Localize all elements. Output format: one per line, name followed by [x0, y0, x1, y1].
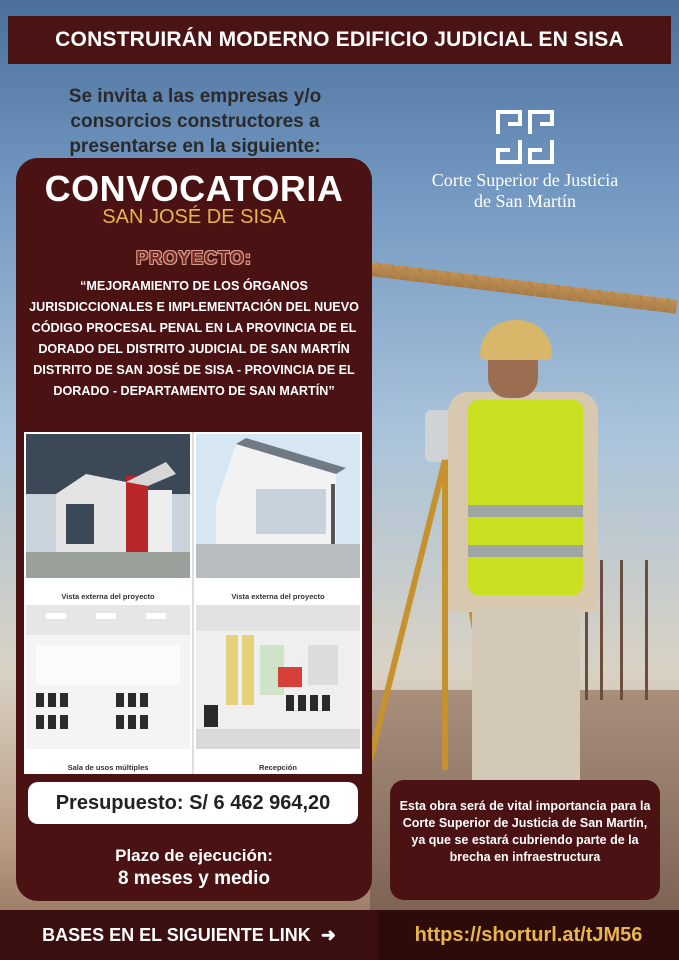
project-description: “MEJORAMIENTO DE LOS ÓRGANOS JURISDICCIONALES E IMPLEMENTACIÓN DEL NUEVO CÓDIGO PROCESAL PENAL EN LA PROVINCIA DE EL DORADO DEL DISTRITO JUDICIAL DE SAN MARTÍN DISTRITO DE SAN JOSÉ DE SISA - PROVINCIA DE EL DORADO - DEPARTAMENTO DE SAN MARTÍN” — [29, 279, 359, 398]
court-name-line1: Corte Superior de Justicia — [431, 170, 619, 190]
gallery-caption: Recepción — [259, 763, 297, 772]
gallery-item — [194, 603, 362, 774]
invitation-text: Se invita a las empresas y/o consorcios constructores a presentarse en la siguiente: — [68, 86, 322, 157]
location-subtitle: SAN JOSÉ DE SISA — [102, 206, 286, 228]
building-render-image — [26, 434, 190, 578]
safety-vest — [468, 400, 583, 595]
info-text: Esta obra será de vital importancia para la Corte Superior de Justicia de San Martín, ya que se estará cubriendo parte de la brecha en infraestructura — [399, 799, 651, 864]
headline-banner: CONSTRUIRÁN MODERNO EDIFICIO JUDICIAL EN SISA — [8, 16, 671, 64]
rebar — [645, 560, 648, 700]
court-name — [400, 170, 650, 212]
pj-logo-icon — [494, 108, 556, 166]
footer-cta-label: BASES EN EL SIGUIENTE LINK — [42, 924, 311, 945]
gallery-item — [24, 432, 192, 603]
reception-render-image — [196, 605, 360, 749]
crane-arm — [369, 262, 677, 314]
hall-render-image — [26, 605, 190, 749]
court-name-line2: de San Martín — [474, 191, 576, 211]
worker-legs — [472, 605, 580, 790]
convocatoria-title: CONVOCATORIA — [44, 168, 344, 209]
footer-cta — [0, 910, 378, 960]
bases-link[interactable]: https://shorturl.at/tJM56 — [378, 910, 679, 960]
vest-stripe — [468, 505, 583, 517]
building-render-image — [196, 434, 360, 578]
deadline-value: 8 meses y medio — [117, 868, 271, 889]
gallery-item — [24, 603, 192, 774]
gallery-item — [194, 432, 362, 603]
project-label: PROYECTO: — [136, 248, 252, 268]
gallery-caption: Sala de usos múltiples — [67, 763, 149, 772]
gallery-caption: Vista externa del proyecto — [231, 592, 325, 601]
deadline-label: Plazo de ejecución: — [115, 846, 273, 865]
hard-hat — [480, 320, 552, 360]
construction-worker — [380, 320, 620, 790]
gallery-caption: Vista externa del proyecto — [61, 592, 155, 601]
vest-stripe — [468, 545, 583, 557]
worker-head — [488, 354, 538, 398]
budget-box: Presupuesto: S/ 6 462 964,20 — [28, 782, 358, 824]
rebar — [620, 560, 623, 700]
render-gallery — [24, 432, 362, 774]
arrow-right-icon: ➜ — [320, 924, 336, 945]
